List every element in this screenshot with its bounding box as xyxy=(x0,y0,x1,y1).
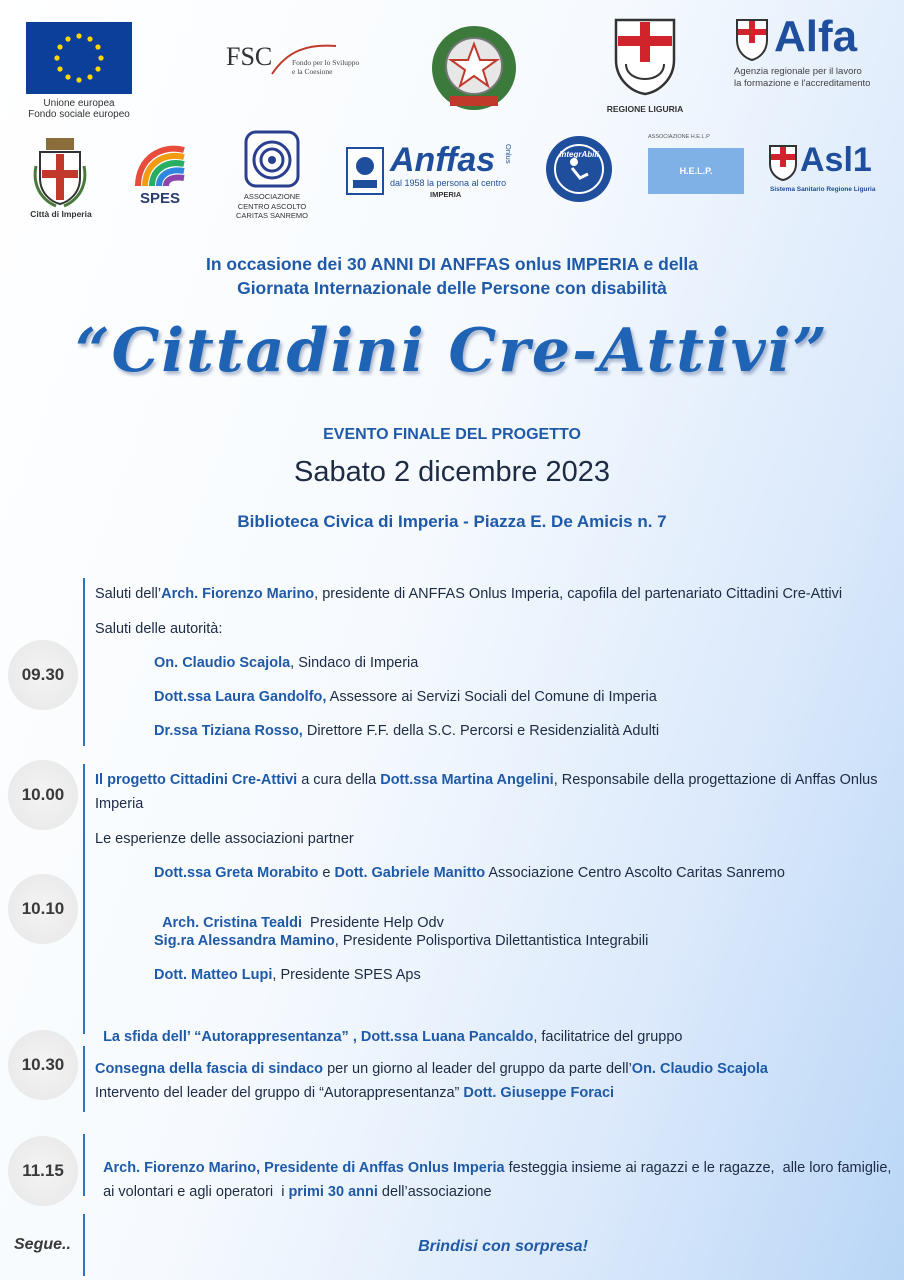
caritas-caption: ASSOCIAZIONE CENTRO ASCOLTO CARITAS SANREMO xyxy=(236,192,308,220)
schedule-line: Dott.ssa Greta Morabito e Dott. Gabriele Manitto Associazione Centro Ascolto Caritas Sanremo xyxy=(154,865,785,881)
integrabili-logo-icon xyxy=(544,134,614,204)
timeline-line xyxy=(83,578,85,746)
asl-shield-icon xyxy=(768,144,798,182)
help-logo-word: H.E.L.P. xyxy=(679,166,713,176)
help-logo xyxy=(648,148,744,194)
time-label-segue: Segue.. xyxy=(14,1236,71,1253)
schedule-line: Dott.ssa Laura Gandolfo, Assessore ai Servizi Sociali del Comune di Imperia xyxy=(154,689,657,705)
asl-logo-word: Asl1 xyxy=(800,141,872,179)
schedule-line: On. Claudio Scajola, Sindaco di Imperia xyxy=(154,655,419,671)
alfa-shield-icon xyxy=(735,18,769,62)
schedule-line: Sig.ra Alessandra Mamino, Presidente Polisportiva Dilettantistica Integrabili xyxy=(154,933,649,949)
fsc-logo-word: FSC xyxy=(226,42,273,71)
schedule-line: Dr.ssa Tiziana Rosso, Direttore F.F. della S.C. Percorsi e Residenzialità Adulti xyxy=(154,723,660,739)
schedule-line: Saluti delle autorità: xyxy=(95,621,223,637)
spes-logo-word: SPES xyxy=(140,190,181,207)
liguria-caption: REGIONE LIGURIA xyxy=(606,104,684,114)
anffas-emblem-icon xyxy=(345,146,385,196)
imperia-caption: Città di Imperia xyxy=(30,209,92,219)
eu-caption: Unione europea Fondo sociale europeo xyxy=(28,98,130,120)
caritas-logo-icon xyxy=(244,130,300,188)
alfa-logo-word: Alfa xyxy=(774,12,858,61)
schedule-line: La sfida dell’ “Autorappresentanza” , Dott.ssa Luana Pancaldo, facilitatrice del gruppo xyxy=(103,1029,683,1045)
timeline-line xyxy=(83,1134,85,1196)
italy-emblem-icon xyxy=(428,22,520,114)
schedule-line: Saluti dell’Arch. Fiorenzo Marino, presidente di ANFFAS Onlus Imperia, capofila del partenariato Cittadini Cre-Attivi xyxy=(95,586,843,602)
event-subtitle: EVENTO FINALE DEL PROGETTO xyxy=(323,426,581,443)
closing-text: Brindisi con sorpresa! xyxy=(418,1238,588,1255)
schedule-line: Arch. Cristina Tealdi Presidente Help Odv xyxy=(162,915,444,931)
schedule-line: Imperia xyxy=(95,796,144,812)
anffas-onlus-label: Onlus xyxy=(504,144,513,164)
schedule-line: Consegna della fascia di sindaco per un giorno al leader del gruppo da parte dell’On. Claudio Scajola xyxy=(95,1061,768,1077)
anffas-logo-word: Anffas xyxy=(390,141,496,179)
timeline-line xyxy=(83,764,85,1034)
help-caption: ASSOCIAZIONE H.E.L.P xyxy=(648,134,710,140)
time-badge-1115: 11.15 xyxy=(8,1136,78,1206)
time-badge-0930: 09.30 xyxy=(8,640,78,710)
event-title: “Cittadini Cre-Attivi” xyxy=(75,316,829,386)
fsc-caption: Fondo per lo Sviluppo e la Coesione xyxy=(292,58,360,76)
intro-text: In occasione dei 30 ANNI DI ANFFAS onlus IMPERIA e della Giornata Internazionale delle Persone con disabilità xyxy=(205,254,699,298)
integrabili-logo-word: IntegrAbili xyxy=(559,150,599,159)
schedule-line: Dott. Matteo Lupi, Presidente SPES Aps xyxy=(154,967,421,983)
schedule-line: Arch. Fiorenzo Marino, Presidente di Anffas Onlus Imperia festeggia insieme ai ragazzi e le ragazze, alle loro famiglie, xyxy=(103,1160,892,1176)
time-badge-1000: 10.00 xyxy=(8,760,78,830)
schedule-line: Il progetto Cittadini Cre-Attivi a cura della Dott.ssa Martina Angelini, Responsabile della progettazione di Anffas Onlus xyxy=(95,772,878,788)
anffas-city: IMPERIA xyxy=(430,190,462,199)
event-location: Biblioteca Civica di Imperia - Piazza E. De Amicis n. 7 xyxy=(237,512,667,531)
imperia-crest-icon xyxy=(32,136,88,208)
schedule-line: Le esperienze delle associazioni partner xyxy=(95,831,354,847)
spes-rainbow-icon xyxy=(132,140,198,192)
schedule-line: ai volontari e agli operatori i primi 30 anni dell’associazione xyxy=(103,1184,492,1200)
time-badge-1010: 10.10 xyxy=(8,874,78,944)
asl-caption: Sistema Sanitario Regione Liguria xyxy=(770,186,876,193)
anffas-caption: dal 1958 la persona al centro xyxy=(390,178,507,188)
time-badge-1030: 10.30 xyxy=(8,1030,78,1100)
alfa-caption: Agenzia regionale per il lavoro la formazione e l'accreditamento xyxy=(734,66,871,89)
event-date: Sabato 2 dicembre 2023 xyxy=(294,456,610,488)
liguria-shield-icon xyxy=(612,16,678,96)
schedule-line: Intervento del leader del gruppo di “Autorappresentanza” Dott. Giuseppe Foraci xyxy=(95,1085,615,1101)
eu-flag-logo xyxy=(26,22,132,94)
timeline-line xyxy=(83,1046,85,1112)
